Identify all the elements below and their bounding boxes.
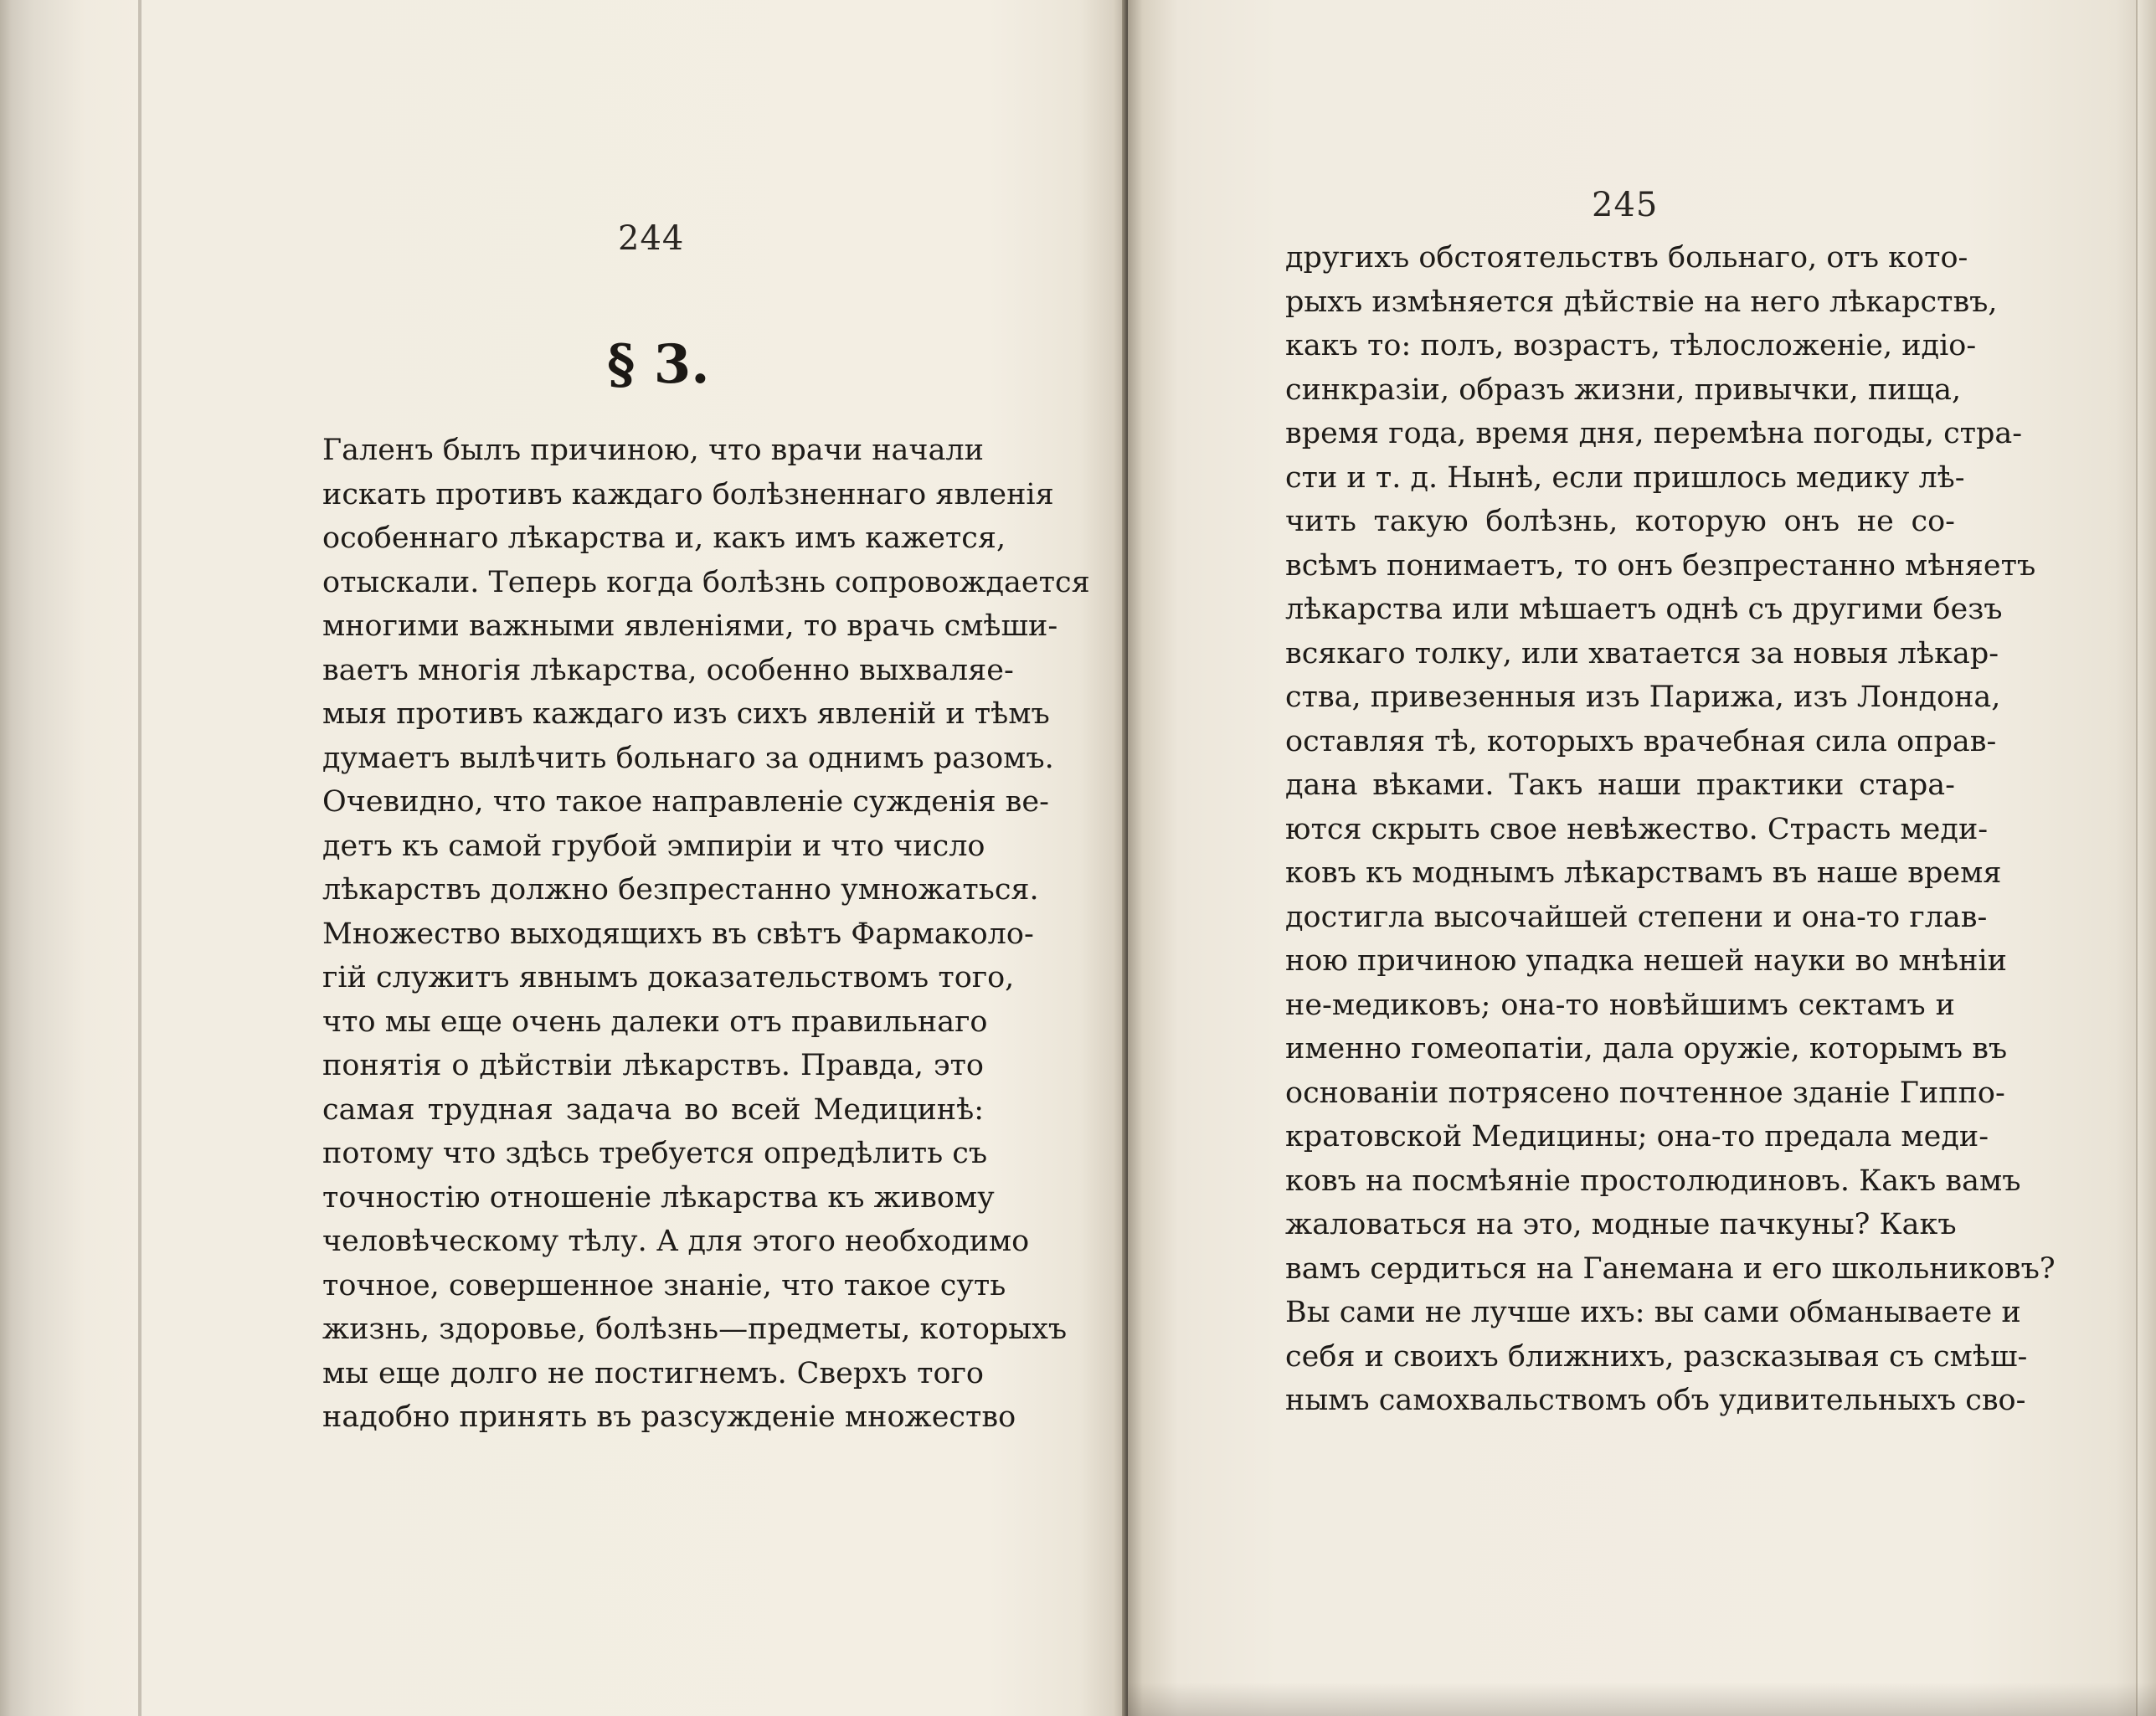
text-line: многими важными явленіями, то врачь смѣши-: [322, 609, 1058, 643]
text-line: синкразіи, образъ жизни, привычки, пища,: [1285, 372, 1962, 407]
text-line: ковъ къ моднымъ лѣкарствамъ въ наше время: [1285, 856, 2002, 890]
page-number-right: 245: [1592, 186, 1659, 224]
text-line: точное, совершенное знаніе, что такое суть: [322, 1268, 1006, 1302]
text-line: Множество выходящихъ въ свѣтъ Фармаколо-: [322, 917, 1034, 951]
text-line: ковъ на посмѣяніе простолюдиновъ. Какъ вамъ: [1285, 1164, 2021, 1198]
text-line: именно гомеопатіи, дала оружіе, которымъ въ: [1285, 1032, 2008, 1066]
left-page-text: [322, 429, 1090, 1440]
text-line: дана вѣками. Такъ наши практики стара-: [1285, 768, 1955, 802]
text-line: человѣческому тѣлу. А для этого необходимо: [322, 1225, 1030, 1258]
text-line: время года, время дня, перемѣна погоды, стра-: [1285, 417, 2023, 450]
text-line: кратовской Медицины; она-то предала меди-: [1285, 1120, 1989, 1153]
page-number-left: 244: [618, 219, 685, 258]
text-line: мыя противъ каждаго изъ сихъ явленій и тѣмъ: [322, 697, 1050, 731]
text-line: лѣкарства или мѣшаетъ однѣ съ другими безъ: [1285, 593, 2003, 626]
text-line: искать противъ каждаго болѣзненнаго явленія: [322, 477, 1054, 511]
text-line: понятія о дѣйствіи лѣкарствъ. Правда, это: [322, 1049, 984, 1082]
right-page-text: [1285, 236, 2056, 1423]
text-line: жизнь, здоровье, болѣзнь—предметы, которыхъ: [322, 1313, 1068, 1346]
text-line: достигла высочайшей степени и она-то глав-: [1285, 900, 1988, 934]
text-line: Галенъ былъ причиною, что врачи начали: [322, 434, 984, 467]
text-line: чить такую болѣзнь, которую онъ не со-: [1285, 505, 1955, 538]
text-line: не-медиковъ; она-то новѣйшимъ сектамъ и: [1285, 988, 1955, 1022]
text-line: отыскали. Теперь когда болѣзнь сопровождается: [322, 565, 1090, 599]
left-page-edge: [138, 0, 142, 1716]
text-line: нымъ самохвальствомъ объ удивительныхъ сво-: [1285, 1384, 2026, 1417]
text-line: Вы сами не лучше ихъ: вы сами обманываете и: [1285, 1296, 2021, 1329]
text-line: точностію отношеніе лѣкарства къ живому: [322, 1180, 995, 1215]
text-line: себя и своихъ ближнихъ, разсказывая съ смѣш-: [1285, 1339, 2028, 1374]
text-line: надобно принять въ разсужденіе множество: [322, 1400, 1016, 1434]
text-line: всякаго толку, или хватается за новыя лѣкар-: [1285, 636, 1999, 670]
text-line: что мы еще очень далеки отъ правильнаго: [322, 1004, 988, 1039]
text-line: Очевидно, что такое направленіе сужденія ве-: [322, 785, 1049, 819]
text-line: ною причиною упадка нешей науки во мнѣніи: [1285, 944, 2007, 978]
text-line: ваетъ многія лѣкарства, особенно выхваляе-: [322, 653, 1014, 687]
text-line: основаніи потрясено почтенное зданіе Гиппо-: [1285, 1076, 2005, 1110]
text-line: вамъ сердиться на Ганемана и его школьниковъ?: [1285, 1251, 2056, 1286]
text-line: какъ то: полъ, возрастъ, тѣлосложеніе, идіо-: [1285, 329, 1977, 362]
right-page-edge: [2136, 0, 2156, 1716]
text-line: другихъ обстоятельствъ больнаго, отъ кото-: [1285, 241, 1968, 275]
right-page-shadow: [1128, 1683, 2156, 1716]
text-line: особеннаго лѣкарства и, какъ имъ кажется,: [322, 521, 1006, 555]
text-line: ются скрыть свое невѣжество. Страсть меди-: [1285, 812, 1989, 846]
section-heading: § 3.: [607, 333, 710, 396]
text-line: оставляя тѣ, которыхъ врачебная сила оправ-: [1285, 724, 1997, 758]
text-line: гій служитъ явнымъ доказательствомъ того,: [322, 961, 1015, 994]
text-line: потому что здѣсь требуется опредѣлить съ: [322, 1137, 988, 1170]
text-line: ства, привезенныя изъ Парижа, изъ Лондона,: [1285, 681, 2001, 714]
text-line: самая трудная задача во всей Медицинѣ:: [322, 1092, 984, 1127]
text-line: детъ къ самой грубой эмпиріи и что число: [322, 829, 985, 863]
text-line: лѣкарствъ должно безпрестанно умножаться.: [322, 873, 1039, 907]
text-line: мы еще долго не постигнемъ. Сверхъ того: [322, 1356, 984, 1390]
text-line: сти и т. д. Нынѣ, если пришлось медику лѣ-: [1285, 460, 1965, 495]
text-line: жаловаться на это, модные пачкуны? Какъ: [1285, 1208, 1957, 1241]
text-line: думаетъ вылѣчить больнаго за однимъ разомъ.: [322, 741, 1054, 775]
text-line: всѣмъ понимаетъ, то онъ безпрестанно мѣняетъ: [1285, 548, 2036, 583]
text-line: рыхъ измѣняется дѣйствіе на него лѣкарствъ,: [1285, 285, 1998, 319]
